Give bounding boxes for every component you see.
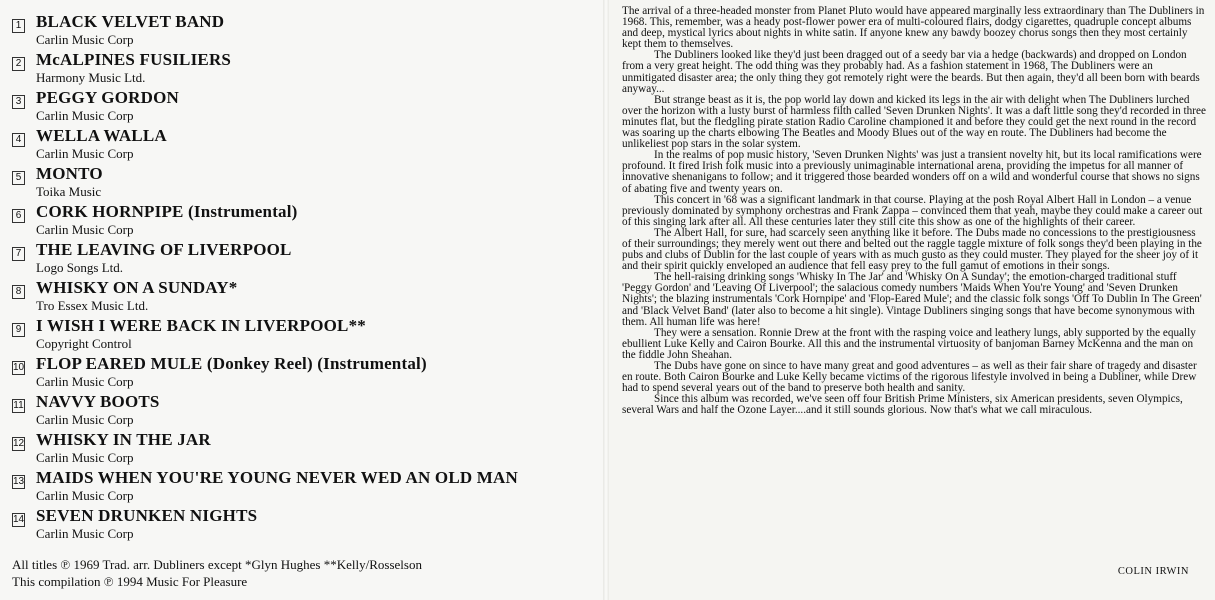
track-item	[12, 88, 597, 126]
liner-notes-panel	[609, 0, 1215, 600]
track-number: 7	[12, 247, 25, 261]
track-title: I WISH I WERE BACK IN LIVERPOOL**	[36, 316, 366, 335]
track-title: MAIDS WHEN YOU'RE YOUNG NEVER WED AN OLD MAN	[36, 468, 519, 487]
copyright-credits	[12, 556, 422, 590]
essay-paragraph: The Albert Hall, for sure, had scarcely seen anything like it before. The Dubs made no concessions to the prestigiousness of their surroundings; they merely went out there and belted out the raggle taggle mixture of folk songs they'd been playing in the pubs and clubs of Dublin for the last couple of years with as much gusto as they could muster. They played for the sheer joy of it and their spirit quickly enveloped an audience that fell easy prey to the full gamut of emotions in their songs.	[622, 226, 1202, 273]
track-title: FLOP EARED MULE (Donkey Reel) (Instrumental)	[36, 354, 427, 373]
credits-line: All titles ℗ 1969 Trad. arr. Dubliners except *Glyn Hughes **Kelly/Rosselson	[12, 557, 422, 572]
track-publisher: Toika Music	[36, 184, 102, 199]
tracklist-panel	[0, 0, 603, 600]
track-publisher: Carlin Music Corp	[36, 32, 134, 47]
track-item	[12, 468, 597, 506]
track-publisher: Carlin Music Corp	[36, 412, 134, 427]
track-title: MONTO	[36, 164, 103, 183]
track-title: WELLA WALLA	[36, 126, 167, 145]
track-title: NAVVY BOOTS	[36, 392, 160, 411]
track-number: 8	[12, 285, 25, 299]
essay-paragraph: The Dubs have gone on since to have many great and good adventures – as well as their fair share of tragedy and disaster en route. Both Cairon Bourke and Luke Kelly became victims of the rigorous lifestyle involved in being a Dubliner, while Drew had to spend several years out of the band to preserve both health and sanity.	[622, 360, 1197, 395]
track-publisher: Logo Songs Ltd.	[36, 260, 124, 275]
track-item	[12, 354, 597, 392]
essay-paragraph: Since this album was recorded, we've seen off four British Prime Ministers, six American presidents, seven Olympics, several Wars and half the Ozone Layer....and it still sounds glorious. Now that's what we call miraculous.	[622, 393, 1183, 417]
track-publisher: Carlin Music Corp	[36, 108, 134, 123]
track-number: 5	[12, 171, 25, 185]
track-item	[12, 50, 597, 88]
track-title: WHISKY IN THE JAR	[36, 430, 211, 449]
credits-line: This compilation ℗ 1994 Music For Pleasure	[12, 574, 248, 589]
track-title: PEGGY GORDON	[36, 88, 179, 107]
track-item	[12, 202, 597, 240]
essay-paragraph: The hell-raising drinking songs 'Whisky In The Jar' and 'Whisky On A Sunday'; the emotion-charged traditional stuff 'Peggy Gordon' and 'Leaving Of Liverpool'; the salacious comedy numbers 'Maids When You're Young' and 'Seven Drunken Nights'; the blazing instrumentals 'Cork Hornpipe' and 'Flop-Eared Mule'; and the classic folk songs 'Off To Dublin In The Green' and 'Black Velvet Band' (later also to become a hit single). Vintage Dubliners singing songs that have become synonymous with them. All human life was here!	[622, 271, 1202, 328]
essay-paragraph: They were a sensation. Ronnie Drew at the front with the rasping voice and leathery lungs, ably supported by the equally ebullient Luke Kelly and Cairon Bourke. All this and the instrumental virtuosity of banjoman Barney McKenna and the man on the fiddle John Sheahan.	[622, 326, 1196, 361]
track-title: THE LEAVING OF LIVERPOOL	[36, 240, 292, 259]
track-number: 2	[12, 57, 25, 71]
track-number: 4	[12, 133, 25, 147]
track-title: CORK HORNPIPE (Instrumental)	[36, 202, 298, 221]
track-publisher: Carlin Music Corp	[36, 526, 134, 541]
track-item	[12, 392, 597, 430]
essay-paragraph: In the realms of pop music history, 'Seven Drunken Nights' was just a transient novelty hit, but its local ramifications were profound. It fired Irish folk music into a previously unimaginable international arena, providing the impetus for all manner of innovative shenanigans to follow; and it triggered those bearded wonders off on a wild and wonderful course that shows no signs of abating five and twenty years on.	[622, 149, 1202, 195]
essay-paragraph: The Dubliners looked like they'd just been dragged out of a seedy bar via a hedge (backwards) and dropped on London from a very great height. The odd thing was they probably had. As a fashion statement in 1968, The Dubliners were an unmitigated disaster area; the only thing they got remotely right were the beards. But then again, they'd all been born with beards anyway...	[622, 49, 1200, 95]
essay-paragraph: But strange beast as it is, the pop world lay down and kicked its legs in the air with delight when The Dubliners lurched over the horizon with a lusty burst of harmless filth called 'Seven Drunken Nights'. It was a daft little song they'd recorded in three minutes flat, but the fledgling pirate station Radio Caroline championed it and before they could get the next round in the record was soaring up the charts elbowing The Beatles and Moody Blues out of the way en route. The Dubliners had become the unlikeliest pop stars in the solar system.	[622, 93, 1206, 151]
track-item	[12, 316, 597, 354]
liner-notes-text	[622, 6, 1207, 416]
track-number: 1	[12, 19, 25, 33]
track-item	[12, 430, 597, 468]
essay-paragraph: The arrival of a three-headed monster from Planet Pluto would have appeared marginally less extraordinary than The Dubliners in 1968. This, remember, was a heady post-flower power era of multi-coloured flairs, dodgy cigarettes, quadruple concept albums and deep, mystical lyrics about nights in white satin. If anyone knew any bawdy boozey chorus songs then they most certainly kept them to themselves.	[622, 5, 1205, 51]
track-publisher: Carlin Music Corp	[36, 146, 134, 161]
track-item	[12, 506, 597, 544]
track-publisher: Carlin Music Corp	[36, 488, 134, 503]
track-publisher: Carlin Music Corp	[36, 222, 134, 237]
track-number: 14	[13, 514, 25, 525]
track-item	[12, 278, 597, 316]
track-number: 9	[12, 323, 25, 337]
track-title: BLACK VELVET BAND	[36, 12, 225, 31]
track-publisher: Tro Essex Music Ltd.	[36, 298, 149, 313]
track-publisher: Carlin Music Corp	[36, 450, 134, 465]
track-title: SEVEN DRUNKEN NIGHTS	[36, 506, 258, 525]
track-item	[12, 164, 597, 202]
track-number: 11	[13, 400, 24, 411]
track-number: 3	[12, 95, 25, 109]
track-number: 6	[12, 209, 25, 223]
track-item	[12, 12, 597, 50]
track-title: McALPINES FUSILIERS	[36, 50, 232, 69]
track-item	[12, 240, 597, 278]
track-publisher: Copyright Control	[36, 336, 132, 351]
essay-paragraph: This concert in '68 was a significant landmark in that course. Playing at the posh Royal Albert Hall in London – a venue previously dominated by symphony orchestras and Frank Zappa – convinced them that yeah, maybe they could make a career out of this singing lark after all. All these centuries later they still cite this show as one of the highlights of their career.	[622, 193, 1203, 228]
track-publisher: Harmony Music Ltd.	[36, 70, 146, 85]
track-number: 12	[13, 438, 25, 449]
track-publisher: Carlin Music Corp	[36, 374, 134, 389]
author-signature: COLIN IRWIN	[1117, 566, 1189, 577]
track-title: WHISKY ON A SUNDAY*	[36, 278, 238, 297]
track-number: 13	[13, 476, 25, 487]
track-number: 10	[13, 362, 25, 373]
track-item	[12, 126, 597, 164]
